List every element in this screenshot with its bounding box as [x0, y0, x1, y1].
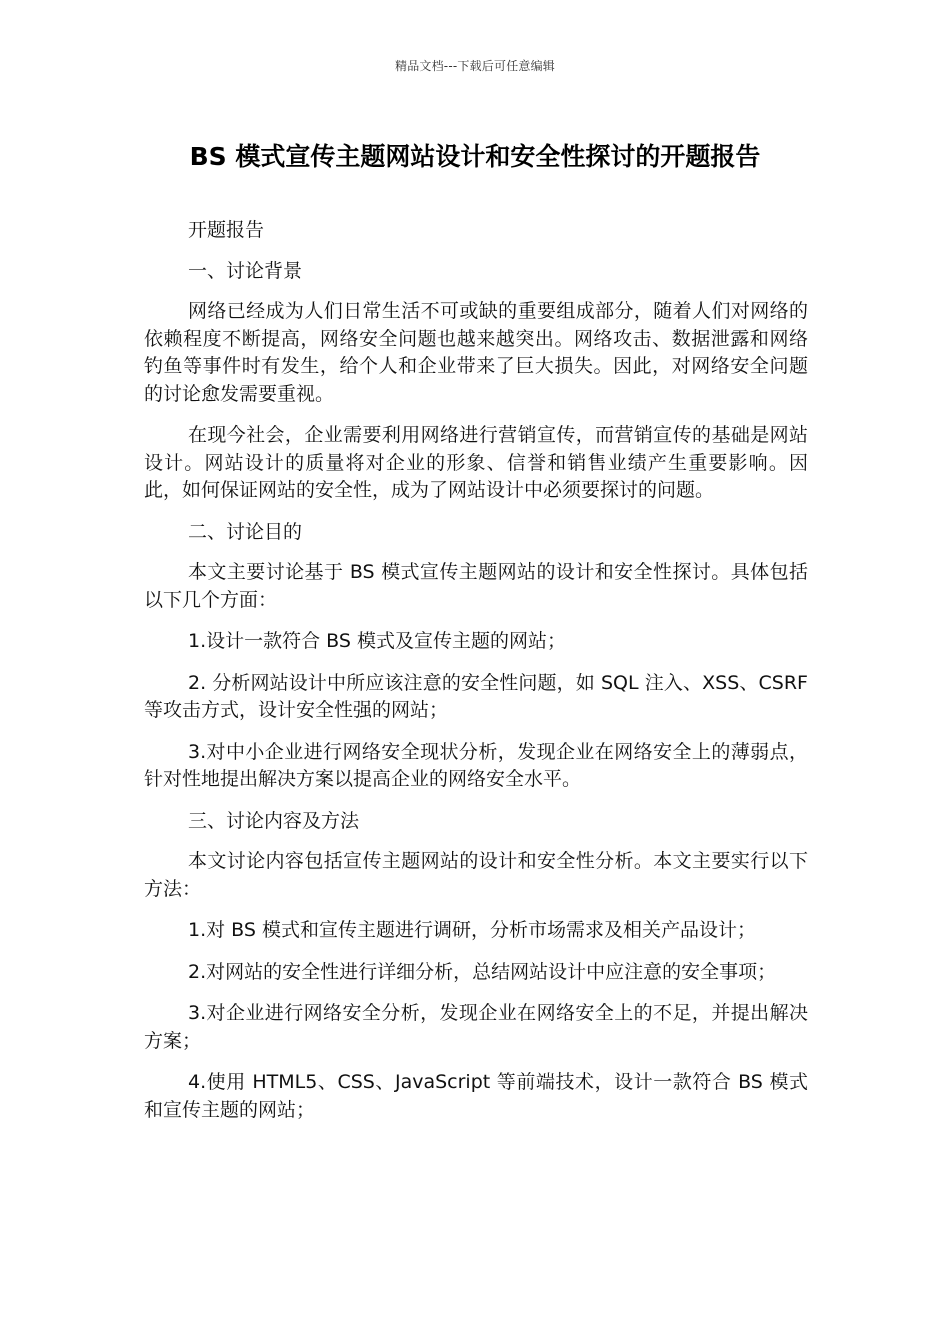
- list-item-purpose-2: 2. 分析网站设计中所应该注意的安全性问题，如 SQL 注入、XSS、CSRF 等攻击方式，设计安全性强的网站；: [144, 671, 808, 721]
- document-title: BS 模式宣传主题网站设计和安全性探讨的开题报告: [189, 142, 761, 171]
- section-label-report: 开题报告: [188, 219, 265, 241]
- section-heading-content-methods: 三、讨论内容及方法: [188, 809, 360, 832]
- paragraph-background-2: 在现今社会，企业需要利用网络进行营销宣传，而营销宣传的基础是网站设计。网站设计的质量将对企业的形象、信誉和销售业绩产生重要影响。因此，如何保证网站的安全性，成为了网站设计中必须要探讨的问题。: [144, 424, 808, 501]
- list-item-purpose-3: 3.对中小企业进行网络安全现状分析，发现企业在网络安全上的薄弱点，针对性地提出解决方案以提高企业的网络安全水平。: [144, 740, 808, 790]
- header-note: 精品文档---下载后可任意编辑: [395, 59, 555, 73]
- list-item-method-3: 3.对企业进行网络安全分析，发现企业在网络安全上的不足，并提出解决方案；: [144, 1002, 808, 1052]
- list-item-purpose-1: 1.设计一款符合 BS 模式及宣传主题的网站；: [188, 630, 566, 652]
- document-body: [144, 217, 808, 1138]
- section-heading-purpose: 二、讨论目的: [188, 520, 303, 543]
- list-item-method-2: 2.对网站的安全性进行详细分析，总结网站设计中应注意的安全事项；: [188, 960, 777, 983]
- paragraph-methods-intro: 本文讨论内容包括宣传主题网站的设计和安全性分析。本文主要实行以下方法：: [144, 850, 808, 900]
- paragraph-purpose-intro: 本文主要讨论基于 BS 模式宣传主题网站的设计和安全性探讨。具体包括以下几个方面：: [144, 561, 808, 611]
- section-heading-background: 一、讨论背景: [188, 259, 303, 282]
- list-item-method-4: 4.使用 HTML5、CSS、JavaScript 等前端技术，设计一款符合 BS 模式和宣传主题的网站；: [144, 1071, 808, 1121]
- list-item-method-1: 1.对 BS 模式和宣传主题进行调研，分析市场需求及相关产品设计；: [188, 919, 756, 941]
- paragraph-background-1: 网络已经成为人们日常生活不可或缺的重要组成部分，随着人们对网络的依赖程度不断提高，网络安全问题也越来越突出。网络攻击、数据泄露和网络钓鱼等事件时有发生，给个人和企业带来了巨大损失。因此，对网络安全问题的讨论愈发需要重视。: [144, 300, 808, 405]
